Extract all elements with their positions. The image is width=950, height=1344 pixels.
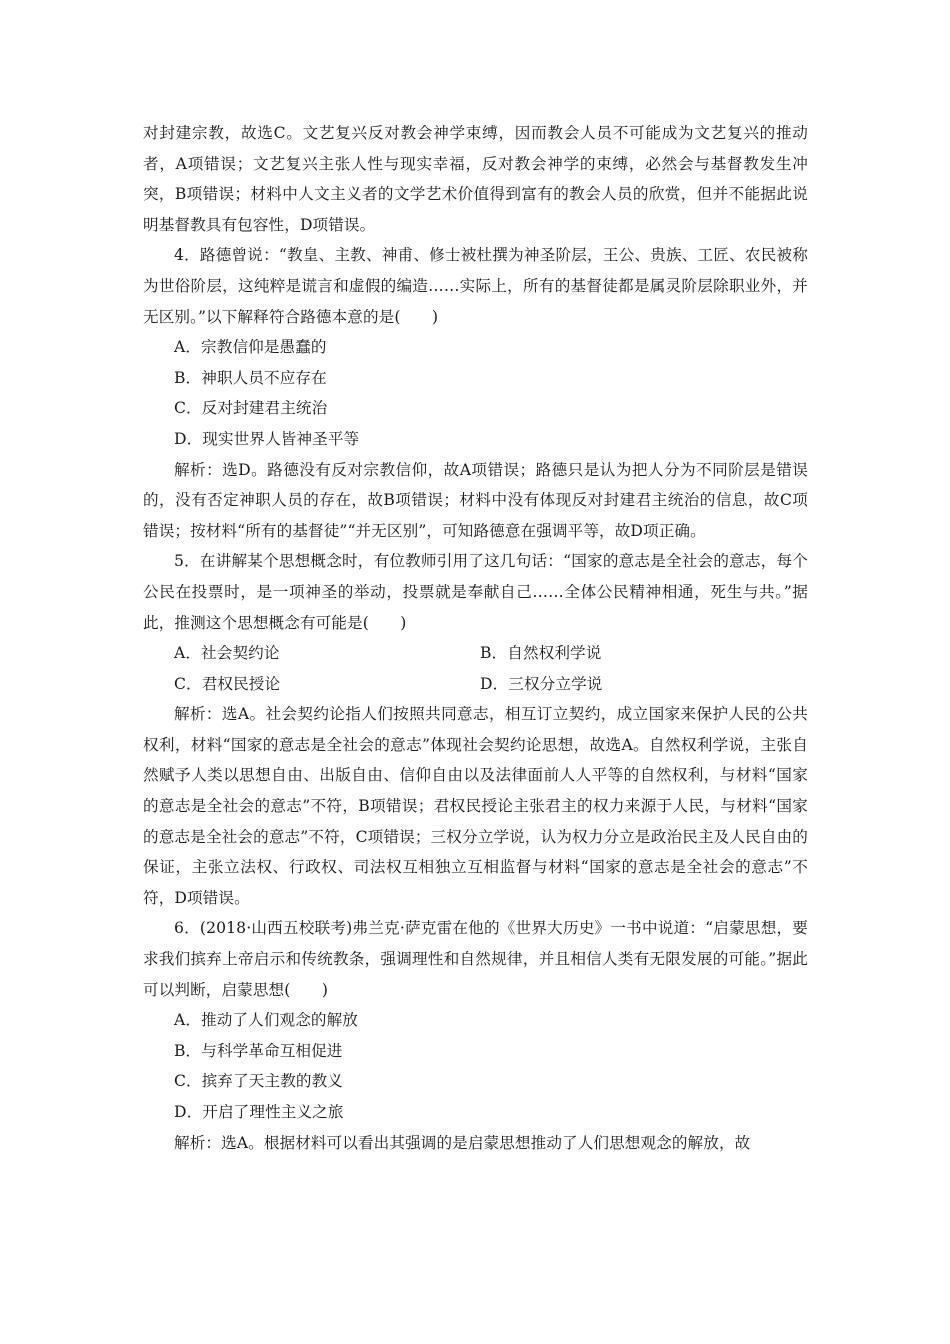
option-a: A．宗教信仰是愚蠢的	[174, 338, 327, 357]
options-row	[143, 669, 808, 700]
document-body	[143, 118, 808, 1158]
option-d: D．开启了理性主义之旅	[174, 1103, 344, 1121]
answer-analysis-6: 解析：选A。根据材料可以看出其强调的是启蒙思想推动了人们思想观念的解放，故	[174, 1133, 751, 1152]
option-b: B．与科学革命互相促进	[174, 1041, 343, 1060]
option-d: D．三权分立学说	[480, 674, 603, 693]
options-row	[143, 638, 808, 669]
answer-analysis-4: 解析：选D。路德没有反对宗教信仰，故A项错误；路德只是认为把人分为不同阶层是错误的，没有否定神职人员的存在，故B项错误；材料中没有体现反对封建君主统治的信息，故C项错误；按材料“所有的基督徒”“并无区别”，可知路德意在强调平等，故D项正确。	[143, 460, 808, 540]
question-6: 6．(2018·山西五校联考)弗兰克·萨克雷在他的《世界大历史》一书中说道：“启蒙思想，要求我们摈弃上帝启示和传统教条，强调理性和自然规律，并且相信人类有无限发展的可能。”据此可以判断，启蒙思想( )	[143, 919, 808, 999]
option-c: C．君权民授论	[174, 674, 281, 693]
option-c: C．摈弃了天主教的教义	[174, 1072, 343, 1091]
option-d: D．现实世界人皆神圣平等	[174, 429, 360, 448]
answer-analysis-5: 解析：选A。社会契约论指人们按照共同意志，相互订立契约，成立国家来保护人民的公共权利，材料“国家的意志是全社会的意志”体现社会契约论思想，故选A。自然权利学说，主张自然赋予人类以思想自由、出版自由、信仰自由以及法律面前人人平等的自然权利，与材料“国家的意志是全社会的意志”不符，B项错误；君权民授论主张君主的权力来源于人民，与材料“国家的意志是全社会的意志”不符，C项错误；三权分立学说，认为权力分立是政治民主及人民自由的保证，主张立法权、行政权、司法权互相独立互相监督与材料“国家的意志是全社会的意志”不符，D项错误。	[143, 705, 808, 907]
option-c: C．反对封建君主统治	[174, 399, 328, 418]
option-a: A．推动了人们观念的解放	[174, 1011, 358, 1030]
option-b: B．神职人员不应存在	[174, 368, 327, 387]
option-b: B．自然权利学说	[480, 644, 602, 663]
question-5: 5．在讲解某个思想概念时，有位教师引用了这几句话：“国家的意志是全社会的意志，每个公民在投票时，是一项神圣的举动，投票就是奉献自己……全体公民精神相通，死生与共。”据此，推测这个思想概念有可能是( )	[143, 552, 808, 632]
option-a: A．社会契约论	[174, 644, 280, 663]
question-4: 4．路德曾说：“教皇、主教、神甫、修士被杜撰为神圣阶层，王公、贵族、工匠、农民被称为世俗阶层，这纯粹是谎言和虚假的编造……实际上，所有的基督徒都是属灵阶层除职业外，并无区别。”以下解释符合路德本意的是( )	[143, 246, 808, 326]
text-paragraph: 对封建宗教，故选C。文艺复兴反对教会神学束缚，因而教会人员不可能成为文艺复兴的推动者，A项错误；文艺复兴主张人性与现实幸福，反对教会神学的束缚，必然会与基督教发生冲突，B项错误；材料中人文主义者的文学艺术价值得到富有的教会人员的欣赏，但并不能据此说明基督教具有包容性，D项错误。	[143, 124, 808, 234]
